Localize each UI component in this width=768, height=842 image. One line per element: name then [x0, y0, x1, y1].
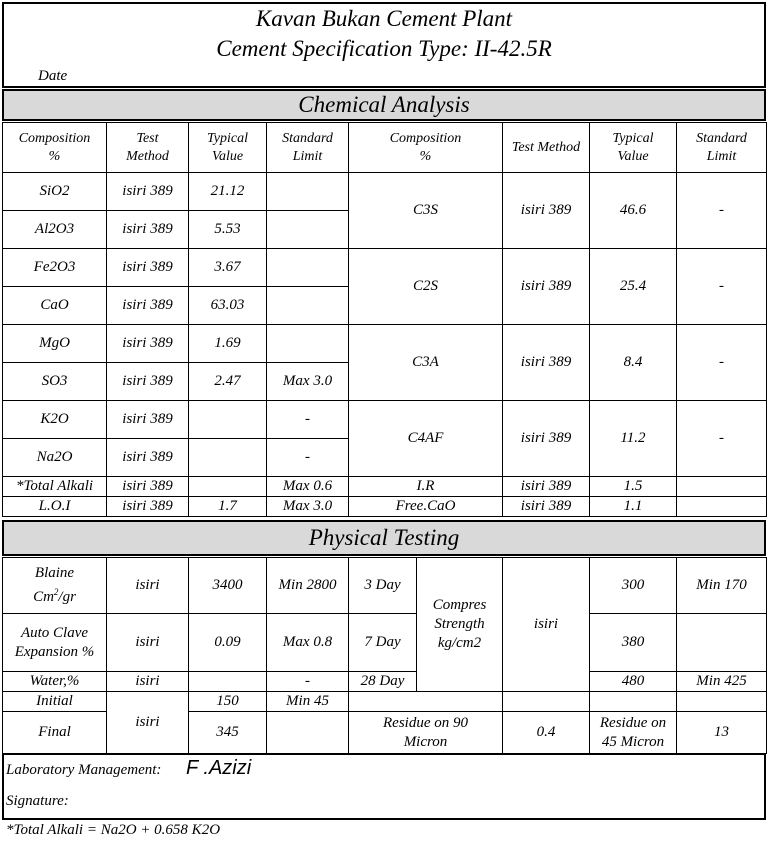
composition-cell: Al2O3 — [3, 211, 107, 249]
water-label: Water,% — [3, 672, 107, 692]
value-cell: 0.09 — [189, 614, 267, 672]
method-cell: isiri 389 — [107, 497, 189, 517]
method-cell: isiri — [107, 614, 189, 672]
empty-cell — [677, 692, 767, 712]
col-composition: Composition % — [3, 123, 107, 173]
table-row — [3, 614, 767, 672]
blaine-label — [3, 558, 107, 614]
limit-cell: - — [677, 401, 767, 477]
blaine-unit-tail: /gr — [58, 589, 76, 605]
value-cell: 300 — [590, 558, 677, 614]
limit-cell — [267, 173, 349, 211]
method-cell: isiri 389 — [107, 173, 189, 211]
limit-cell: - — [267, 672, 349, 692]
value-cell: 0.4 — [503, 712, 590, 754]
limit-cell: Max 3.0 — [267, 497, 349, 517]
limit-cell — [677, 477, 767, 497]
method-cell: isiri 389 — [107, 477, 189, 497]
method-cell: isiri 389 — [503, 477, 590, 497]
limit-cell: - — [677, 173, 767, 249]
table-row — [3, 672, 767, 692]
blaine-unit: Cm — [33, 589, 54, 605]
date-label: Date — [38, 68, 68, 84]
value-cell: 8.4 — [590, 325, 677, 401]
value-cell: 150 — [189, 692, 267, 712]
composition-cell: Free.CaO — [349, 497, 503, 517]
limit-cell — [267, 712, 349, 754]
method-cell: isiri 389 — [107, 325, 189, 363]
chemical-analysis-title: Chemical Analysis — [2, 89, 766, 121]
signature-label: Signature: — [6, 793, 69, 809]
limit-cell: Max 0.6 — [267, 477, 349, 497]
method-cell: isiri 389 — [107, 401, 189, 439]
table-row — [3, 173, 767, 211]
col-typical-value-2: Typical Value — [590, 123, 677, 173]
limit-cell: Min 425 — [677, 672, 767, 692]
method-cell: isiri 389 — [503, 249, 590, 325]
table-row — [3, 325, 767, 363]
value-cell: 1.69 — [189, 325, 267, 363]
limit-cell — [677, 497, 767, 517]
col-standard-limit: Standard Limit — [267, 123, 349, 173]
limit-cell — [267, 325, 349, 363]
total-alkali-note: *Total Alkali = Na2O + 0.658 K2O — [6, 822, 221, 838]
limit-cell: - — [677, 325, 767, 401]
composition-cell: Fe2O3 — [3, 249, 107, 287]
method-cell: isiri 389 — [107, 287, 189, 325]
value-cell — [189, 477, 267, 497]
limit-cell: Min 2800 — [267, 558, 349, 614]
limit-cell — [267, 287, 349, 325]
value-cell: 1.7 — [189, 497, 267, 517]
table-row — [3, 558, 767, 614]
composition-cell: C3A — [349, 325, 503, 401]
limit-cell — [677, 614, 767, 672]
composition-cell: SiO2 — [3, 173, 107, 211]
method-cell: isiri 389 — [503, 497, 590, 517]
table-row — [3, 401, 767, 439]
composition-cell: *Total Alkali — [3, 477, 107, 497]
lab-manager-name: F .Azizi — [186, 757, 252, 779]
limit-cell: - — [267, 439, 349, 477]
method-cell: isiri — [107, 558, 189, 614]
composition-cell: L.O.I — [3, 497, 107, 517]
limit-cell: - — [677, 249, 767, 325]
table-row — [3, 477, 767, 497]
limit-cell: Max 3.0 — [267, 363, 349, 401]
method-cell: isiri 389 — [107, 439, 189, 477]
plant-title: Kavan Bukan Cement Plant — [255, 6, 513, 31]
composition-cell: K2O — [3, 401, 107, 439]
value-cell: 63.03 — [189, 287, 267, 325]
composition-cell: C2S — [349, 249, 503, 325]
composition-cell: MgO — [3, 325, 107, 363]
limit-cell: Min 170 — [677, 558, 767, 614]
day-cell: 3 Day — [349, 558, 417, 614]
method-cell: isiri 389 — [107, 249, 189, 287]
residue-45-label: Residue on 45 Micron — [590, 712, 677, 754]
composition-cell: C4AF — [349, 401, 503, 477]
residue-90-label: Residue on 90 Micron — [349, 712, 503, 754]
composition-cell: Na2O — [3, 439, 107, 477]
value-cell — [189, 672, 267, 692]
col-test-method-2: Test Method — [503, 123, 590, 173]
value-cell: 480 — [590, 672, 677, 692]
value-cell: 345 — [189, 712, 267, 754]
value-cell: 46.6 — [590, 173, 677, 249]
day-cell: 28 Day — [349, 672, 417, 692]
value-cell: 1.1 — [590, 497, 677, 517]
initial-label: Initial — [3, 692, 107, 712]
day-cell: 7 Day — [349, 614, 417, 672]
setting-method-cell: isiri — [107, 692, 189, 754]
value-cell: 3.67 — [189, 249, 267, 287]
value-cell: 13 — [677, 712, 767, 754]
composition-cell: C3S — [349, 173, 503, 249]
empty-cell — [503, 692, 590, 712]
table-row — [3, 249, 767, 287]
blaine-text: Blaine — [34, 565, 75, 581]
method-cell: isiri 389 — [107, 211, 189, 249]
compres-method-cell: isiri — [503, 558, 590, 692]
compres-strength-label: Compres Strength kg/cm2 — [417, 558, 503, 692]
physical-testing-title: Physical Testing — [2, 520, 766, 556]
value-cell: 21.12 — [189, 173, 267, 211]
value-cell: 1.5 — [590, 477, 677, 497]
value-cell: 11.2 — [590, 401, 677, 477]
method-cell: isiri 389 — [107, 363, 189, 401]
final-label: Final — [3, 712, 107, 754]
blaine-unit-sup: 2 — [53, 587, 59, 597]
limit-cell: - — [267, 401, 349, 439]
lab-management-label: Laboratory Management: — [6, 762, 162, 778]
method-cell: isiri — [107, 672, 189, 692]
composition-cell: SO3 — [3, 363, 107, 401]
chemical-table — [2, 122, 767, 517]
col-composition-2: Composition % — [349, 123, 503, 173]
composition-cell: CaO — [3, 287, 107, 325]
method-cell: isiri 389 — [503, 325, 590, 401]
value-cell — [189, 401, 267, 439]
value-cell: 2.47 — [189, 363, 267, 401]
value-cell: 25.4 — [590, 249, 677, 325]
autoclave-label: Auto Clave Expansion % — [3, 614, 107, 672]
value-cell: 3400 — [189, 558, 267, 614]
empty-cell — [349, 692, 503, 712]
physical-table — [2, 557, 767, 754]
chemical-header-row — [3, 123, 767, 173]
col-test-method: Test Method — [107, 123, 189, 173]
limit-cell: Max 0.8 — [267, 614, 349, 672]
col-typical-value: Typical Value — [189, 123, 267, 173]
table-row — [3, 692, 767, 712]
value-cell: 5.53 — [189, 211, 267, 249]
empty-cell — [590, 692, 677, 712]
limit-cell — [267, 249, 349, 287]
col-standard-limit-2: Standard Limit — [677, 123, 767, 173]
limit-cell: Min 45 — [267, 692, 349, 712]
table-row — [3, 497, 767, 517]
method-cell: isiri 389 — [503, 173, 590, 249]
value-cell: 380 — [590, 614, 677, 672]
value-cell — [189, 439, 267, 477]
method-cell: isiri 389 — [503, 401, 590, 477]
limit-cell — [267, 211, 349, 249]
spec-subtitle: Cement Specification Type: II-42.5R — [216, 36, 552, 61]
composition-cell: I.R — [349, 477, 503, 497]
